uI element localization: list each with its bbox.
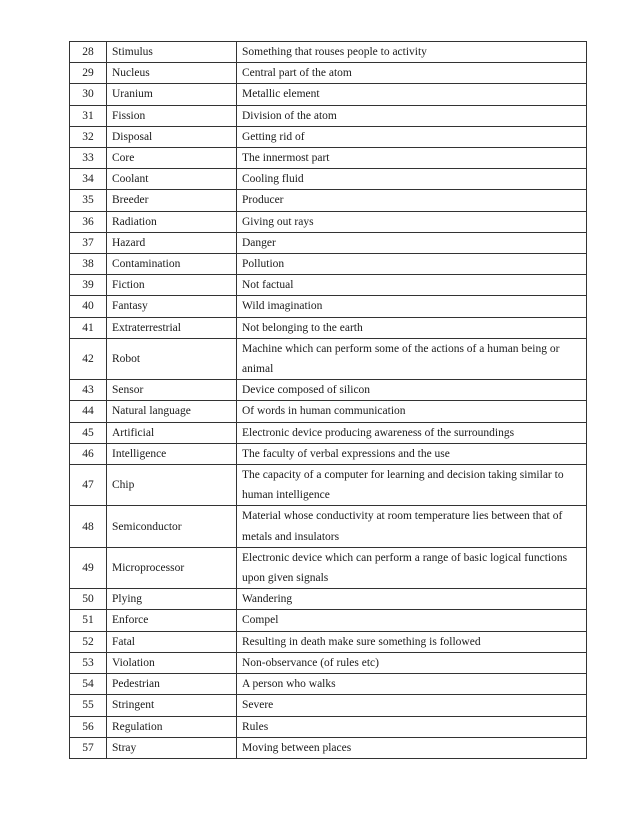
word-meaning: A person who walks bbox=[237, 674, 587, 695]
vocabulary-word: Enforce bbox=[107, 610, 237, 631]
vocabulary-word: Semiconductor bbox=[107, 506, 237, 547]
vocabulary-word: Plying bbox=[107, 589, 237, 610]
table-row bbox=[70, 652, 587, 673]
vocabulary-word: Fission bbox=[107, 105, 237, 126]
row-number: 46 bbox=[70, 443, 107, 464]
row-number: 40 bbox=[70, 296, 107, 317]
word-meaning: Wild imagination bbox=[237, 296, 587, 317]
row-number: 51 bbox=[70, 610, 107, 631]
table-row bbox=[70, 465, 587, 506]
word-meaning: Wandering bbox=[237, 589, 587, 610]
word-meaning: Not belonging to the earth bbox=[237, 317, 587, 338]
vocabulary-word: Hazard bbox=[107, 232, 237, 253]
table-row bbox=[70, 610, 587, 631]
vocabulary-word: Uranium bbox=[107, 84, 237, 105]
word-meaning: Electronic device producing awareness of the surroundings bbox=[237, 422, 587, 443]
word-meaning: Resulting in death make sure something is followed bbox=[237, 631, 587, 652]
word-meaning: Giving out rays bbox=[237, 211, 587, 232]
vocabulary-word: Pedestrian bbox=[107, 674, 237, 695]
table-row bbox=[70, 63, 587, 84]
word-meaning: Metallic element bbox=[237, 84, 587, 105]
table-row bbox=[70, 105, 587, 126]
word-meaning: Moving between places bbox=[237, 737, 587, 758]
word-meaning: The innermost part bbox=[237, 148, 587, 169]
table-row bbox=[70, 443, 587, 464]
table-row bbox=[70, 42, 587, 63]
vocabulary-word: Artificial bbox=[107, 422, 237, 443]
table-row bbox=[70, 296, 587, 317]
table-row bbox=[70, 211, 587, 232]
row-number: 32 bbox=[70, 126, 107, 147]
row-number: 31 bbox=[70, 105, 107, 126]
row-number: 55 bbox=[70, 695, 107, 716]
vocabulary-word: Stray bbox=[107, 737, 237, 758]
vocabulary-table bbox=[69, 41, 587, 759]
vocabulary-word: Core bbox=[107, 148, 237, 169]
vocabulary-word: Extraterrestrial bbox=[107, 317, 237, 338]
word-meaning: Material whose conductivity at room temperature lies between that of metals and insulators bbox=[237, 506, 587, 547]
row-number: 42 bbox=[70, 338, 107, 379]
row-number: 53 bbox=[70, 652, 107, 673]
row-number: 57 bbox=[70, 737, 107, 758]
row-number: 39 bbox=[70, 275, 107, 296]
table-row bbox=[70, 275, 587, 296]
table-row bbox=[70, 380, 587, 401]
table-row bbox=[70, 169, 587, 190]
row-number: 29 bbox=[70, 63, 107, 84]
vocabulary-word: Natural language bbox=[107, 401, 237, 422]
row-number: 38 bbox=[70, 254, 107, 275]
table-row bbox=[70, 317, 587, 338]
table-row bbox=[70, 506, 587, 547]
vocabulary-word: Robot bbox=[107, 338, 237, 379]
row-number: 56 bbox=[70, 716, 107, 737]
row-number: 30 bbox=[70, 84, 107, 105]
table-row bbox=[70, 674, 587, 695]
word-meaning: Division of the atom bbox=[237, 105, 587, 126]
vocabulary-table-body bbox=[70, 42, 587, 759]
table-row bbox=[70, 422, 587, 443]
row-number: 43 bbox=[70, 380, 107, 401]
row-number: 45 bbox=[70, 422, 107, 443]
table-row bbox=[70, 232, 587, 253]
word-meaning: Rules bbox=[237, 716, 587, 737]
vocabulary-word: Fiction bbox=[107, 275, 237, 296]
row-number: 34 bbox=[70, 169, 107, 190]
word-meaning: Something that rouses people to activity bbox=[237, 42, 587, 63]
vocabulary-word: Chip bbox=[107, 465, 237, 506]
word-meaning: Getting rid of bbox=[237, 126, 587, 147]
vocabulary-word: Coolant bbox=[107, 169, 237, 190]
row-number: 41 bbox=[70, 317, 107, 338]
word-meaning: Central part of the atom bbox=[237, 63, 587, 84]
row-number: 54 bbox=[70, 674, 107, 695]
row-number: 33 bbox=[70, 148, 107, 169]
vocabulary-word: Nucleus bbox=[107, 63, 237, 84]
vocabulary-word: Microprocessor bbox=[107, 547, 237, 588]
word-meaning: Device composed of silicon bbox=[237, 380, 587, 401]
vocabulary-word: Stimulus bbox=[107, 42, 237, 63]
table-row bbox=[70, 631, 587, 652]
table-row bbox=[70, 716, 587, 737]
row-number: 50 bbox=[70, 589, 107, 610]
table-row bbox=[70, 84, 587, 105]
word-meaning: Danger bbox=[237, 232, 587, 253]
vocabulary-word: Stringent bbox=[107, 695, 237, 716]
table-row bbox=[70, 737, 587, 758]
table-row bbox=[70, 695, 587, 716]
table-row bbox=[70, 401, 587, 422]
word-meaning: Cooling fluid bbox=[237, 169, 587, 190]
row-number: 48 bbox=[70, 506, 107, 547]
word-meaning: Electronic device which can perform a range of basic logical functions upon given signals bbox=[237, 547, 587, 588]
word-meaning: The faculty of verbal expressions and the use bbox=[237, 443, 587, 464]
vocabulary-word: Sensor bbox=[107, 380, 237, 401]
table-row bbox=[70, 254, 587, 275]
row-number: 49 bbox=[70, 547, 107, 588]
row-number: 35 bbox=[70, 190, 107, 211]
table-row bbox=[70, 126, 587, 147]
vocabulary-word: Disposal bbox=[107, 126, 237, 147]
table-row bbox=[70, 547, 587, 588]
word-meaning: Producer bbox=[237, 190, 587, 211]
vocabulary-word: Radiation bbox=[107, 211, 237, 232]
word-meaning: The capacity of a computer for learning and decision taking similar to human intelligence bbox=[237, 465, 587, 506]
word-meaning: Pollution bbox=[237, 254, 587, 275]
table-row bbox=[70, 190, 587, 211]
row-number: 52 bbox=[70, 631, 107, 652]
table-row bbox=[70, 589, 587, 610]
word-meaning: Compel bbox=[237, 610, 587, 631]
word-meaning: Severe bbox=[237, 695, 587, 716]
word-meaning: Not factual bbox=[237, 275, 587, 296]
vocabulary-word: Fatal bbox=[107, 631, 237, 652]
vocabulary-word: Violation bbox=[107, 652, 237, 673]
row-number: 44 bbox=[70, 401, 107, 422]
row-number: 36 bbox=[70, 211, 107, 232]
word-meaning: Non-observance (of rules etc) bbox=[237, 652, 587, 673]
vocabulary-word: Regulation bbox=[107, 716, 237, 737]
vocabulary-word: Fantasy bbox=[107, 296, 237, 317]
table-row bbox=[70, 338, 587, 379]
row-number: 37 bbox=[70, 232, 107, 253]
table-row bbox=[70, 148, 587, 169]
vocabulary-word: Breeder bbox=[107, 190, 237, 211]
row-number: 47 bbox=[70, 465, 107, 506]
word-meaning: Of words in human communication bbox=[237, 401, 587, 422]
vocabulary-word: Intelligence bbox=[107, 443, 237, 464]
row-number: 28 bbox=[70, 42, 107, 63]
vocabulary-word: Contamination bbox=[107, 254, 237, 275]
word-meaning: Machine which can perform some of the actions of a human being or animal bbox=[237, 338, 587, 379]
